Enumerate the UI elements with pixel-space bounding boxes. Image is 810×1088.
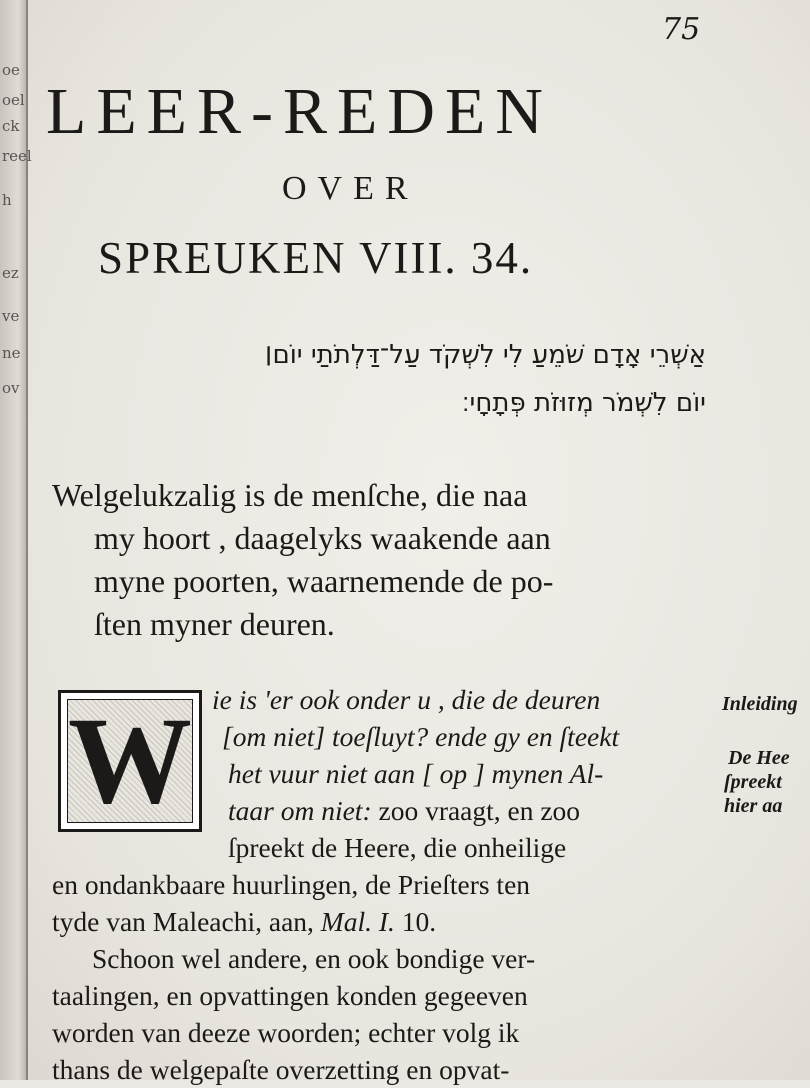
- scripture-reference: Mal. I.: [320, 906, 395, 937]
- prev-page-fragment: ve: [2, 307, 20, 325]
- prev-page-fragment: h: [2, 191, 12, 209]
- body-line: het vuur niet aan [ op ] mynen Al-: [228, 758, 604, 789]
- title-connector: OVER: [282, 170, 419, 207]
- motto-line: Welgelukzalig is de menſche, die naa: [52, 477, 528, 513]
- motto-line: my hoort , daagelyks waakende aan: [94, 520, 551, 556]
- prev-page-fragment: ne: [2, 344, 21, 362]
- hebrew-verse-line: אַשְׁרֵי אָדָם שֹׁמֵעַ לִי לִשְׁקֹד עַל־דַּלְתֹתַי יוֹם׀: [264, 340, 706, 370]
- prev-page-fragment: reel: [2, 147, 32, 165]
- prev-page-fragment: ov: [2, 379, 20, 397]
- motto-line: ſten myner deuren.: [94, 606, 335, 642]
- margin-note: Inleiding: [722, 693, 798, 715]
- body-line: ſpreekt de Heere, die onheilige: [228, 832, 567, 863]
- body-roman-span: tyde van Maleachi, aan,: [52, 906, 321, 937]
- body-line: worden van deeze woorden; echter volg ik: [52, 1017, 520, 1048]
- body-line: Schoon wel andere, en ook bondige ver-: [92, 943, 536, 974]
- body-line: [om niet] toeſluyt? ende gy en ſteekt: [222, 721, 620, 752]
- initial-letter: W: [68, 692, 192, 829]
- body-line: [228, 792, 580, 829]
- hebrew-verse-line: יוֹם לִשְׁמֹר מְזוּזֹת פְּתָחָי׃: [461, 388, 706, 418]
- body-italic-span: taar om niet:: [228, 795, 372, 826]
- margin-note: ſpreekt: [724, 771, 782, 793]
- body-roman-span: 10.: [394, 906, 437, 937]
- decorated-initial: [58, 690, 202, 832]
- previous-page-edge: [0, 0, 32, 1080]
- prev-page-fragment: oe: [2, 61, 20, 79]
- motto-translation: [52, 474, 720, 646]
- prev-page-fragment: oel: [2, 91, 25, 109]
- page-number: 75: [662, 12, 701, 47]
- body-roman-span: zoo vraagt, en zoo: [371, 795, 581, 826]
- chapter-title: LEER-REDEN: [46, 75, 553, 148]
- margin-note: De Hee: [728, 747, 790, 769]
- body-line: [52, 903, 436, 940]
- title-reference: SPREUKEN VIII. 34.: [98, 233, 534, 283]
- body-line: taalingen, en opvattingen konden gegeeven: [52, 980, 528, 1011]
- body-line: en ondankbaare huurlingen, de Prieſters ten: [52, 869, 531, 900]
- body-line: ie is 'er ook onder u , die de deuren: [212, 684, 601, 715]
- body-line: thans de welgepaſte overzetting en opvat-: [52, 1054, 510, 1085]
- motto-line: myne poorten, waarnemende de po-: [94, 563, 554, 599]
- margin-note: hier aa: [724, 795, 783, 817]
- prev-page-fragment: ck: [2, 117, 20, 135]
- prev-page-fragment: ez: [2, 264, 19, 282]
